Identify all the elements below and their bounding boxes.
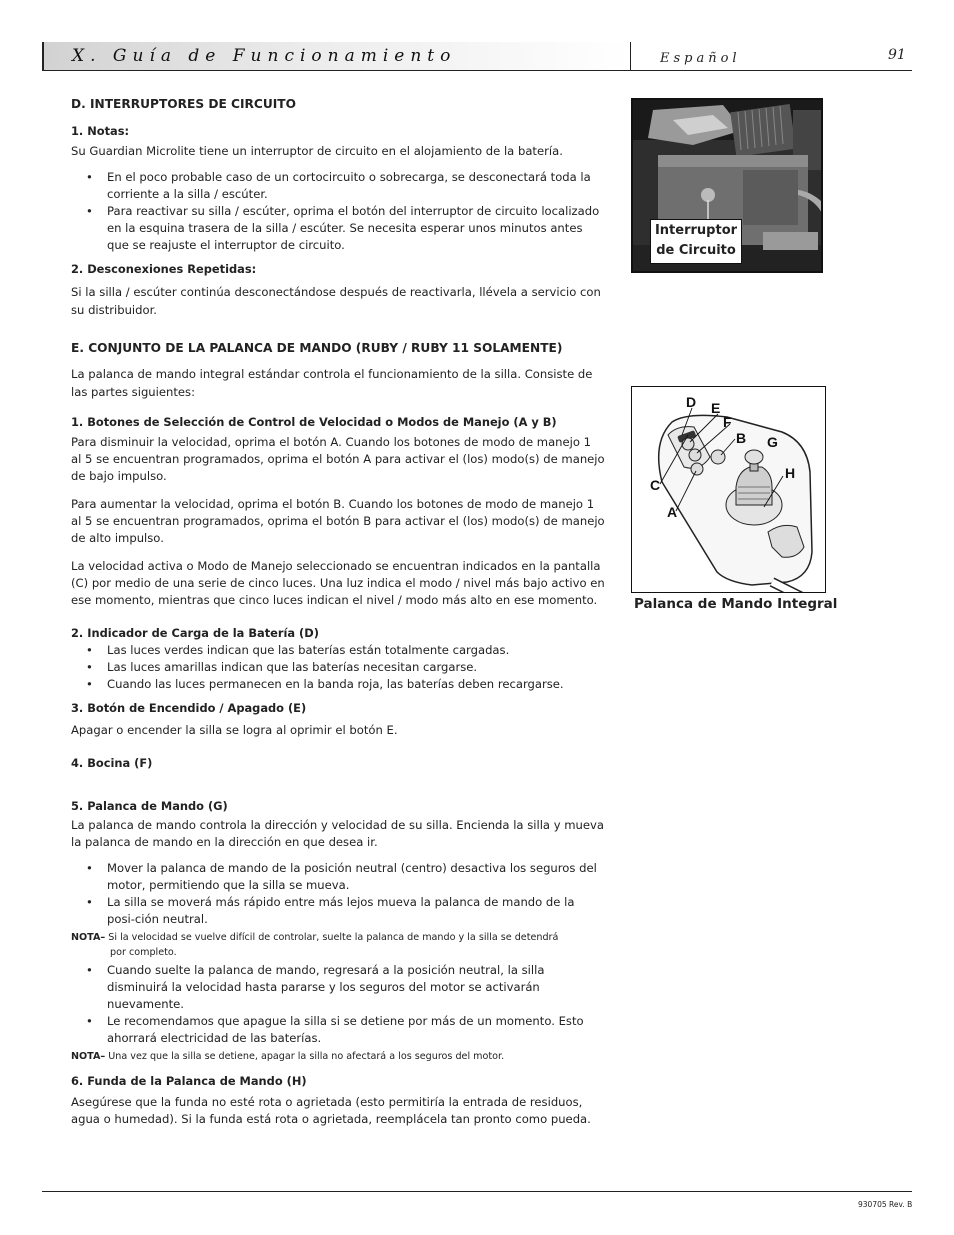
joystick-list-b: [71, 962, 605, 1047]
list-item: • En el poco probable caso de un cortocircuito o sobrecarga, se desconectará toda la corriente a la silla / escúter.: [71, 169, 605, 203]
nota-continuation: por completo.: [110, 947, 177, 958]
item5-title: 5. Palanca de Mando (G): [71, 799, 228, 813]
callout-f: F: [723, 414, 732, 430]
callout-g: G: [767, 434, 778, 450]
item1-title: 1. Botones de Selección de Control de Velocidad o Modos de Manejo (A y B): [71, 415, 557, 429]
item1-paragraph-2: Para aumentar la velocidad, oprima el botón B. Cuando los botones de modo de manejo 1 al 5 se encuentran programados, oprima el botón B para activar el (los) modo(s) de manejo de alto impulso.: [71, 497, 605, 545]
breaker-label-line: Interruptor: [654, 223, 738, 238]
document-number: 930705 Rev. B: [858, 1200, 913, 1209]
breaker-label: [650, 219, 742, 264]
desconexiones-text: Si la silla / escúter continúa desconectándose después de reactivarla, llévela a servicio con su distribuidor.: [71, 285, 601, 317]
list-item: • Cuando suelte la palanca de mando, regresará a la posición neutral, la silla disminuirá la velocidad hasta pararse y los seguros del motor se activarán nuevamente.: [71, 962, 605, 1013]
callout-e: E: [711, 400, 721, 416]
item3-title: 3. Botón de Encendido / Apagado (E): [71, 701, 307, 715]
section-e-intro: La palanca de mando integral estándar controla el funcionamiento de la silla. Consiste de las partes siguientes:: [71, 367, 593, 399]
nota-text: Una vez que la silla se detiene, apagar la silla no afectará a los seguros del motor.: [105, 1051, 505, 1062]
header-divider: [630, 42, 631, 71]
list-item: • Cuando las luces permanecen en la banda roja, las baterías deben recargarse.: [71, 676, 605, 693]
list-item: • Le recomendamos que apague la silla si se detiene por más de un momento. Esto ahorrará electricidad de las baterías.: [71, 1013, 605, 1047]
list-item: • La silla se moverá más rápido entre más lejos mueva la palanca de mando de la posi-ción neutral.: [71, 894, 605, 928]
nota-1: [71, 930, 605, 959]
item6-title: 6. Funda de la Palanca de Mando (H): [71, 1074, 307, 1088]
list-item: • Las luces amarillas indican que las baterías necesitan cargarse.: [71, 659, 605, 676]
section-d-heading: D. INTERRUPTORES DE CIRCUITO: [71, 97, 296, 111]
battery-list: [71, 642, 605, 693]
main-content: [71, 96, 605, 1128]
item5-text: La palanca de mando controla la dirección y velocidad de su silla. Encienda la silla y mueva la palanca de mando en la dirección en que desea ir.: [71, 818, 605, 849]
nota-2: [71, 1049, 605, 1065]
language-label: Español: [660, 51, 741, 66]
notas-list: [71, 169, 605, 254]
item1-paragraph-1: Para disminuir la velocidad, oprima el botón A. Cuando los botones de modo de manejo 1 al 5 se encuentran programados, oprima el botón A para activar el (los) modo(s) de manejo de bajo impulso.: [71, 435, 605, 483]
header-rule: [630, 70, 912, 71]
item3-text: Apagar o encender la silla se logra al oprimir el botón E.: [71, 723, 398, 737]
joystick-caption: Palanca de Mando Integral: [634, 596, 838, 612]
page-number: 91: [888, 47, 906, 63]
callout-h: H: [785, 465, 796, 481]
list-item: • Mover la palanca de mando de la posición neutral (centro) desactiva los seguros del motor, permitiendo que la silla se mueva.: [71, 860, 605, 894]
joystick-list-a: [71, 860, 605, 928]
joystick-illustration: [632, 387, 826, 593]
callout-c: C: [650, 477, 661, 493]
breaker-label-line: de Circuito: [656, 243, 736, 258]
joystick-diagram: [631, 386, 826, 593]
notas-title: 1. Notas:: [71, 124, 130, 138]
item2-title: 2. Indicador de Carga de la Batería (D): [71, 626, 319, 640]
nota-label: NOTA–: [71, 1051, 106, 1062]
nota-label: NOTA–: [71, 932, 106, 943]
callout-a: A: [667, 504, 678, 520]
page-title: X. Guía de Funcionamiento: [72, 46, 457, 66]
footer-rule: [42, 1191, 912, 1192]
callout-b: B: [736, 430, 747, 446]
item1-paragraph-3: La velocidad activa o Modo de Manejo seleccionado se encuentran indicados en la pantalla (C) por medio de una serie de cinco luces. Una luz indica el modo / nivel más bajo activo en ese momento, mientras que cinco luces indican el nivel / modo más alto en ese momento.: [71, 559, 605, 607]
list-item: • Para reactivar su silla / escúter, oprima el botón del interruptor de circuito localizado en la esquina trasera de la silla / escúter. Se necesita esperar unos minutos antes que se reajuste el interruptor de circuito.: [71, 203, 605, 254]
item6-text: Asegúrese que la funda no esté rota o agrietada (esto permitiría la entrada de residuos, agua o humedad). Si la funda está rota o agrietada, reemplácela tan pronto como pueda.: [71, 1095, 591, 1126]
nota-text: Si la velocidad se vuelve difícil de controlar, suelte la palanca de mando y la silla se detendrá: [105, 932, 559, 943]
desconexiones-title: 2. Desconexiones Repetidas:: [71, 262, 257, 276]
section-e-heading: E. CONJUNTO DE LA PALANCA DE MANDO (RUBY / RUBY 11 SOLAMENTE): [71, 341, 563, 355]
callout-d: D: [686, 394, 697, 410]
item4-title: 4. Bocina (F): [71, 756, 153, 770]
list-item: • Las luces verdes indican que las baterías están totalmente cargadas.: [71, 642, 605, 659]
notas-text: Su Guardian Microlite tiene un interruptor de circuito en el alojamiento de la batería.: [71, 144, 563, 158]
